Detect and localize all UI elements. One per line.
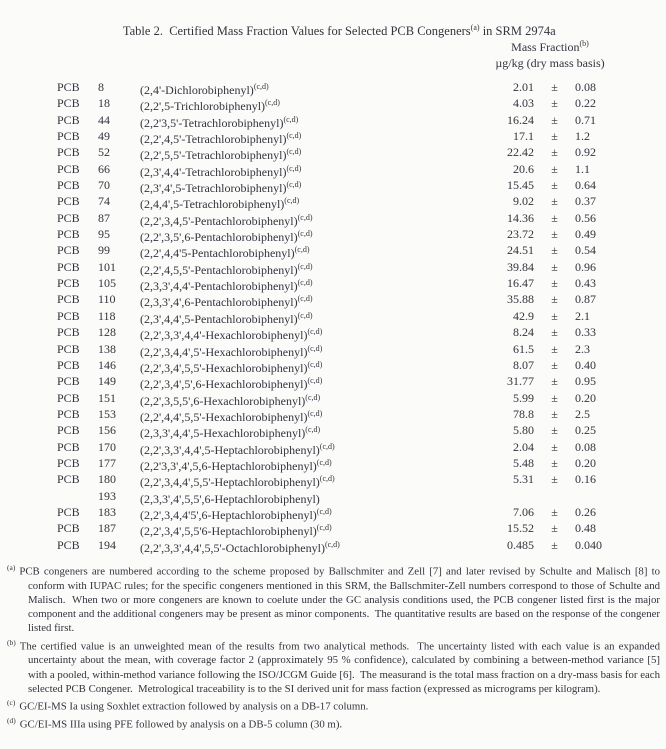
uncertainty-value: 0.87	[575, 292, 596, 307]
uncertainty-value: 0.16	[575, 472, 596, 487]
footnote-ref-cd: (c,d)	[265, 98, 280, 108]
uncertainty-value: 0.43	[575, 276, 596, 291]
uncertainty-value: 0.54	[575, 243, 596, 258]
mass-fraction-value: 16.47	[507, 276, 534, 291]
congener-name-text: (2,2',3,4,4',5'-Hexachlorobiphenyl)	[140, 344, 308, 359]
mass-fraction-value: 23.72	[507, 227, 534, 242]
footnote-ref-cd: (c,d)	[319, 441, 335, 451]
congener-number: 156	[98, 423, 116, 438]
congener-number: 194	[98, 537, 116, 552]
congener-number: 149	[98, 374, 116, 389]
uncertainty-value: 0.92	[575, 145, 596, 160]
congener-number: 95	[98, 227, 110, 242]
congener-number: 44	[98, 112, 110, 127]
table-row	[0, 373, 666, 392]
pcb-prefix: PCB	[57, 210, 80, 225]
pcb-prefix: PCB	[57, 276, 80, 291]
uncertainty-value: 0.08	[575, 80, 596, 94]
footnote	[7, 714, 660, 732]
congener-name	[140, 537, 472, 556]
congener-number: 101	[98, 259, 116, 274]
mass-fraction-value: 42.9	[513, 308, 534, 323]
mass-fraction-value: 2.04	[513, 439, 534, 454]
table-row	[0, 422, 666, 441]
congener-number: 151	[98, 390, 116, 405]
uncertainty-value: 0.20	[575, 455, 596, 470]
footnote-ref-cd: (c,d)	[297, 294, 313, 304]
footnotes-section	[7, 561, 663, 732]
table-row	[0, 324, 666, 343]
congener-number: 146	[98, 357, 116, 372]
footnote-text: PCB congeners are numbered according to the scheme proposed by Ballschmiter and Zell [7] and later revised by Schulte and Malisch [8] to conform with IUPAC rules; for the specific congeners mentioned in this SRM, the Ballschmiter-Zell numbers correspond to those of Schulte and Malisch. When two or more congeners are known to coelute under the GC analysis conditions used, the PCB congener listed first is the major component and the additional congeners may be present as minor components. The quantitative results are based on the response of the congener listed first.	[19, 565, 663, 635]
footnote-ref-cd: (c,d)	[324, 539, 340, 549]
uncertainty-value: 0.40	[575, 357, 596, 372]
uncertainty-value: 2.1	[575, 308, 590, 323]
congener-number: 49	[98, 129, 110, 144]
plus-minus-sign: ±	[551, 259, 558, 274]
plus-minus-sign: ±	[551, 129, 558, 144]
plus-minus-sign: ±	[551, 210, 558, 225]
footnote-ref-cd: (c,d)	[307, 359, 323, 369]
plus-minus-sign: ±	[551, 521, 558, 536]
plus-minus-sign: ±	[551, 472, 558, 487]
congener-number: 105	[98, 276, 116, 291]
congener-number: 170	[98, 439, 116, 454]
footnote-ref-cd: (c,d)	[286, 131, 302, 141]
uncertainty-value: 0.37	[575, 194, 596, 209]
footnote-ref-cd: (c,d)	[316, 523, 332, 533]
congener-name-text: (2,2',3,5,5',6-Hexachlorobiphenyl)	[140, 393, 306, 408]
pcb-prefix: PCB	[57, 259, 80, 274]
uncertainty-value: 0.71	[575, 112, 596, 127]
plus-minus-sign: ±	[551, 537, 558, 552]
footnote-ref-a: (a)	[470, 23, 480, 32]
congener-number: 187	[98, 521, 116, 536]
congener-name-text: (2,4'-Dichlorobiphenyl)	[140, 83, 254, 97]
plus-minus-sign: ±	[551, 161, 558, 176]
mass-fraction-value: 0.485	[507, 537, 534, 552]
footnote-ref-cd: (c,d)	[294, 245, 310, 255]
footnote-text: GC/EI-MS Ia using Soxhlet extraction followed by analysis on a DB-17 column.	[19, 700, 369, 713]
footnote-marker: (b)	[7, 637, 16, 647]
footnote-ref-cd: (c,d)	[297, 229, 313, 239]
uncertainty-value: 0.33	[575, 325, 596, 340]
footnote-ref-cd: (c,d)	[297, 261, 313, 271]
mass-fraction-value: 2.01	[513, 80, 534, 94]
column-header-mass-fraction	[440, 36, 660, 71]
mass-fraction-value: 5.99	[513, 390, 534, 405]
congener-number: 66	[98, 161, 110, 176]
pcb-prefix: PCB	[57, 96, 80, 111]
mass-fraction-value: 24.51	[507, 243, 534, 258]
uncertainty-value: 0.56	[575, 210, 596, 225]
plus-minus-sign: ±	[551, 455, 558, 470]
congener-name-text: (2,2',3,4',5,5'-Hexachlorobiphenyl)	[140, 360, 308, 375]
plus-minus-sign: ±	[551, 357, 558, 372]
pcb-prefix: PCB	[57, 341, 80, 356]
congener-name-text: (2,2',4,4'5-Pentachlorobiphenyl)	[140, 246, 295, 261]
congener-name-text: (2,3',4,4',5-Pentachlorobiphenyl)	[140, 311, 298, 326]
pcb-prefix: PCB	[57, 308, 80, 323]
table-row	[0, 471, 666, 490]
uncertainty-value: 0.49	[575, 227, 596, 242]
plus-minus-sign: ±	[551, 112, 558, 127]
footnote	[7, 696, 660, 714]
uncertainty-value: 1.2	[575, 129, 590, 144]
mass-fraction-value: 16.24	[507, 112, 534, 127]
mass-fraction-value: 39.84	[507, 259, 534, 274]
footnote-ref-cd: (c,d)	[305, 392, 321, 402]
congener-name-text: (2,2',3,3',4,4',5-Heptachlorobiphenyl)	[140, 442, 320, 457]
mass-fraction-value: 15.52	[507, 521, 534, 536]
table-row	[0, 210, 666, 226]
table-row	[0, 242, 666, 261]
footnote-ref-cd: (c,d)	[297, 212, 313, 222]
congener-name-text: (2,2'3,3',4',5,6-Heptachlorobiphenyl)	[140, 458, 317, 473]
pcb-prefix: PCB	[57, 374, 80, 389]
congener-number: 74	[98, 194, 110, 209]
footnote-text: The certified value is an unweighted mean of the results from two analytical methods. The uncertainty listed with each value is an expanded uncertainty about the mean, with coverage factor 2 (approximately 95 % confidence), calculated by combining a between-method variance [5] with a pooled, within-method variance following the ISO/JCGM Guide [6]. The measurand is the total mass fraction on a dry-mass basis for each selected PCB Congener. Metrological traceability is to the SI derived unit for mass faction (expressed as micrograms per kilogram).	[19, 640, 663, 695]
footnote-ref-cd: (c,d)	[307, 376, 323, 386]
table-row	[0, 504, 666, 520]
congener-number: 193	[98, 488, 116, 503]
pcb-prefix: PCB	[57, 178, 80, 193]
uncertainty-value: 2.3	[575, 341, 590, 356]
mass-fraction-value: 7.06	[513, 504, 534, 519]
table-row	[0, 291, 666, 310]
congener-name-text: (2,2',5-Trichlorobiphenyl)	[140, 99, 266, 114]
plus-minus-sign: ±	[551, 227, 558, 242]
plus-minus-sign: ±	[551, 145, 558, 160]
plus-minus-sign: ±	[551, 423, 558, 438]
mass-fraction-value: 15.45	[507, 178, 534, 193]
congener-number: 180	[98, 472, 116, 487]
units-label: µg/kg (dry mass basis)	[495, 55, 605, 70]
table-title-text: Table 2. Certified Mass Fraction Values for Selected PCB Congeners	[122, 24, 471, 39]
footnote	[7, 561, 663, 636]
table-row	[0, 439, 666, 455]
mass-fraction-value: 35.88	[507, 292, 534, 307]
uncertainty-value: 0.95	[575, 374, 596, 389]
pcb-prefix: PCB	[57, 357, 80, 372]
footnote-ref-cd: (c,d)	[319, 474, 335, 484]
table-row	[0, 488, 666, 504]
uncertainty-value: 0.64	[575, 178, 596, 193]
plus-minus-sign: ±	[551, 406, 558, 421]
congener-name-text: (2,2',3,4',5',6-Hexachlorobiphenyl)	[140, 377, 308, 392]
plus-minus-sign: ±	[551, 80, 558, 94]
table-row	[0, 95, 666, 114]
congener-number: 118	[98, 308, 116, 323]
pcb-prefix: PCB	[57, 504, 80, 519]
congener-number: 177	[98, 455, 116, 470]
plus-minus-sign: ±	[551, 374, 558, 389]
mass-fraction-value: 5.31	[513, 472, 534, 487]
plus-minus-sign: ±	[551, 439, 558, 454]
footnote-ref-cd: (c,d)	[307, 343, 323, 353]
congener-name-text: (2,3',4',5-Tetrachlorobiphenyl)	[140, 181, 287, 196]
uncertainty-value: 0.22	[575, 96, 596, 111]
table-title-suffix: in SRM 2974a	[479, 24, 556, 39]
congener-name-text: (2,2',3,3',4,4'-Hexachlorobiphenyl)	[140, 328, 308, 343]
congener-number: 18	[98, 96, 110, 111]
mass-fraction-value: 9.02	[513, 194, 534, 209]
mass-fraction-value: 78.8	[513, 406, 534, 421]
plus-minus-sign: ±	[551, 194, 558, 209]
plus-minus-sign: ±	[551, 292, 558, 307]
congener-name-text: (2,3,3',4,4',5-Hexachlorobiphenyl)	[140, 426, 306, 441]
mass-fraction-value: 8.24	[513, 325, 534, 340]
congener-name-text: (2,3,3',4',6-Pentachlorobiphenyl)	[140, 295, 298, 310]
footnote-ref-cd: (c,d)	[297, 310, 313, 320]
pcb-prefix: PCB	[57, 145, 80, 160]
table-row	[0, 275, 666, 294]
mass-fraction-value: 22.42	[507, 145, 534, 160]
congener-name-text: (2,2',3,3',4,4',5,5'-Octachlorobiphenyl)	[140, 540, 325, 555]
congener-number: 70	[98, 178, 110, 193]
congener-name-text: (2,2',3,4,4',5,5'-Heptachlorobiphenyl)	[140, 475, 320, 490]
uncertainty-value: 0.08	[575, 439, 596, 454]
table-row	[0, 390, 666, 406]
congener-number: 138	[98, 341, 116, 356]
uncertainty-value: 0.48	[575, 521, 596, 536]
footnote-ref-cd: (c,d)	[305, 425, 321, 435]
congener-number: 153	[98, 406, 116, 421]
congener-name-text: (2,2',5,5'-Tetrachlorobiphenyl)	[140, 148, 287, 163]
footnote-marker: (d)	[7, 715, 16, 725]
footnote-ref-cd: (c,d)	[307, 408, 323, 418]
mass-fraction-value: 14.36	[507, 210, 534, 225]
congener-number: 52	[98, 145, 110, 160]
pcb-prefix: PCB	[57, 455, 80, 470]
congener-name-text: (2,3,3',4',5,5',6-Heptachlorobiphenyl)	[140, 491, 320, 506]
congener-number: 87	[98, 210, 110, 225]
congener-name-text: (2,2',4,5,5'-Pentachlorobiphenyl)	[140, 262, 298, 277]
table-row	[0, 79, 666, 95]
congener-name-text: (2,2',4,5'-Tetrachlorobiphenyl)	[140, 132, 287, 147]
congener-name-text: (2,2',3,4',5,5'6-Heptachlorobiphenyl)	[140, 524, 317, 539]
pcb-prefix: PCB	[57, 472, 80, 487]
congener-name-text: (2,3,3',4,4'-Pentachlorobiphenyl)	[140, 279, 298, 294]
mass-fraction-value: 31.77	[507, 374, 534, 389]
table-row	[0, 128, 666, 147]
table-row	[0, 112, 666, 128]
footnote-ref-cd: (c,d)	[284, 196, 300, 206]
table-row	[0, 341, 666, 357]
plus-minus-sign: ±	[551, 390, 558, 405]
congener-name-text: (2,2',3,5',6-Pentachlorobiphenyl)	[140, 230, 298, 245]
congener-number: 99	[98, 243, 110, 258]
footnote-ref-cd: (c,d)	[316, 506, 332, 516]
mass-fraction-value: 5.48	[513, 455, 534, 470]
uncertainty-value: 1.1	[575, 161, 590, 176]
congener-number: 8	[98, 80, 104, 94]
plus-minus-sign: ±	[551, 96, 558, 111]
table-row	[0, 177, 666, 196]
mass-fraction-value: 20.6	[513, 161, 534, 176]
pcb-prefix: PCB	[57, 243, 80, 258]
mass-fraction-value: 4.03	[513, 96, 534, 111]
congener-name-text: (2,2',4,4',5,5'-Hexachlorobiphenyl)	[140, 409, 308, 424]
congener-table	[0, 79, 666, 553]
pcb-prefix: PCB	[57, 292, 80, 307]
pcb-prefix: PCB	[57, 406, 80, 421]
table-row	[0, 406, 666, 422]
footnote	[7, 636, 663, 696]
congener-number: 110	[98, 292, 116, 307]
plus-minus-sign: ±	[551, 178, 558, 193]
table-row	[0, 308, 666, 324]
congener-name-text: (2,4,4',5-Tetrachlorobiphenyl)	[140, 197, 285, 212]
table-row	[0, 144, 666, 163]
pcb-prefix: PCB	[57, 325, 80, 340]
table-row	[0, 259, 666, 275]
footnote-ref-cd: (c,d)	[297, 278, 313, 288]
uncertainty-value: 2.5	[575, 406, 590, 421]
mass-fraction-value: 5.80	[513, 423, 534, 438]
congener-number: 128	[98, 325, 116, 340]
uncertainty-value: 0.20	[575, 390, 596, 405]
plus-minus-sign: ±	[551, 308, 558, 323]
pcb-prefix: PCB	[57, 129, 80, 144]
pcb-prefix: PCB	[57, 112, 80, 127]
footnote-marker: (c)	[7, 698, 16, 708]
footnote-ref-cd: (c,d)	[316, 457, 332, 467]
footnote-text: GC/EI-MS IIIa using PFE followed by analysis on a DB-5 column (30 m).	[19, 718, 343, 731]
plus-minus-sign: ±	[551, 341, 558, 356]
plus-minus-sign: ±	[551, 504, 558, 519]
pcb-prefix: PCB	[57, 161, 80, 176]
pcb-prefix: PCB	[57, 227, 80, 242]
footnote-ref-cd: (c,d)	[253, 82, 269, 91]
mass-fraction-value: 61.5	[513, 341, 534, 356]
table-row	[0, 193, 666, 212]
table-row	[0, 161, 666, 177]
congener-name-text: (2,2',3,4,5'-Pentachlorobiphenyl)	[140, 213, 298, 228]
pcb-prefix: PCB	[57, 423, 80, 438]
footnote-ref-cd: (c,d)	[286, 147, 302, 157]
congener-name-text: (2,3',4,4'-Tetrachlorobiphenyl)	[140, 164, 287, 179]
pcb-prefix: PCB	[57, 439, 80, 454]
pcb-prefix: PCB	[57, 390, 80, 405]
pcb-prefix: PCB	[57, 537, 80, 552]
plus-minus-sign: ±	[551, 276, 558, 291]
uncertainty-value: 0.96	[575, 259, 596, 274]
footnote-ref-cd: (c,d)	[307, 327, 323, 337]
footnote-ref-cd: (c,d)	[286, 180, 302, 190]
table-row	[0, 226, 666, 245]
footnote-marker: (a)	[7, 563, 16, 572]
table-row	[0, 357, 666, 373]
uncertainty-value: 0.26	[575, 504, 596, 519]
congener-number: 183	[98, 504, 116, 519]
uncertainty-value: 0.25	[575, 423, 596, 438]
table-row	[0, 537, 666, 553]
pcb-prefix: PCB	[57, 194, 80, 209]
plus-minus-sign: ±	[551, 325, 558, 340]
pcb-prefix: PCB	[57, 80, 80, 94]
congener-name-text: (2,2'3,5'-Tetrachlorobiphenyl)	[140, 115, 284, 130]
footnote-ref-b: (b)	[579, 39, 589, 48]
footnote-ref-cd: (c,d)	[283, 114, 299, 124]
uncertainty-value: 0.040	[575, 537, 602, 552]
table-row	[0, 520, 666, 539]
mass-fraction-label	[440, 36, 660, 56]
mass-fraction-value: 8.07	[513, 357, 534, 372]
pcb-prefix: PCB	[57, 521, 80, 536]
mass-fraction-value: 17.1	[513, 129, 534, 144]
mass-fraction-label-text: Mass Fraction	[511, 40, 580, 54]
footnote-ref-cd: (c,d)	[286, 163, 302, 173]
congener-name-text: (2,2',3,4,4'5',6-Heptachlorobiphenyl)	[140, 507, 317, 522]
plus-minus-sign: ±	[551, 243, 558, 258]
table-row	[0, 455, 666, 471]
